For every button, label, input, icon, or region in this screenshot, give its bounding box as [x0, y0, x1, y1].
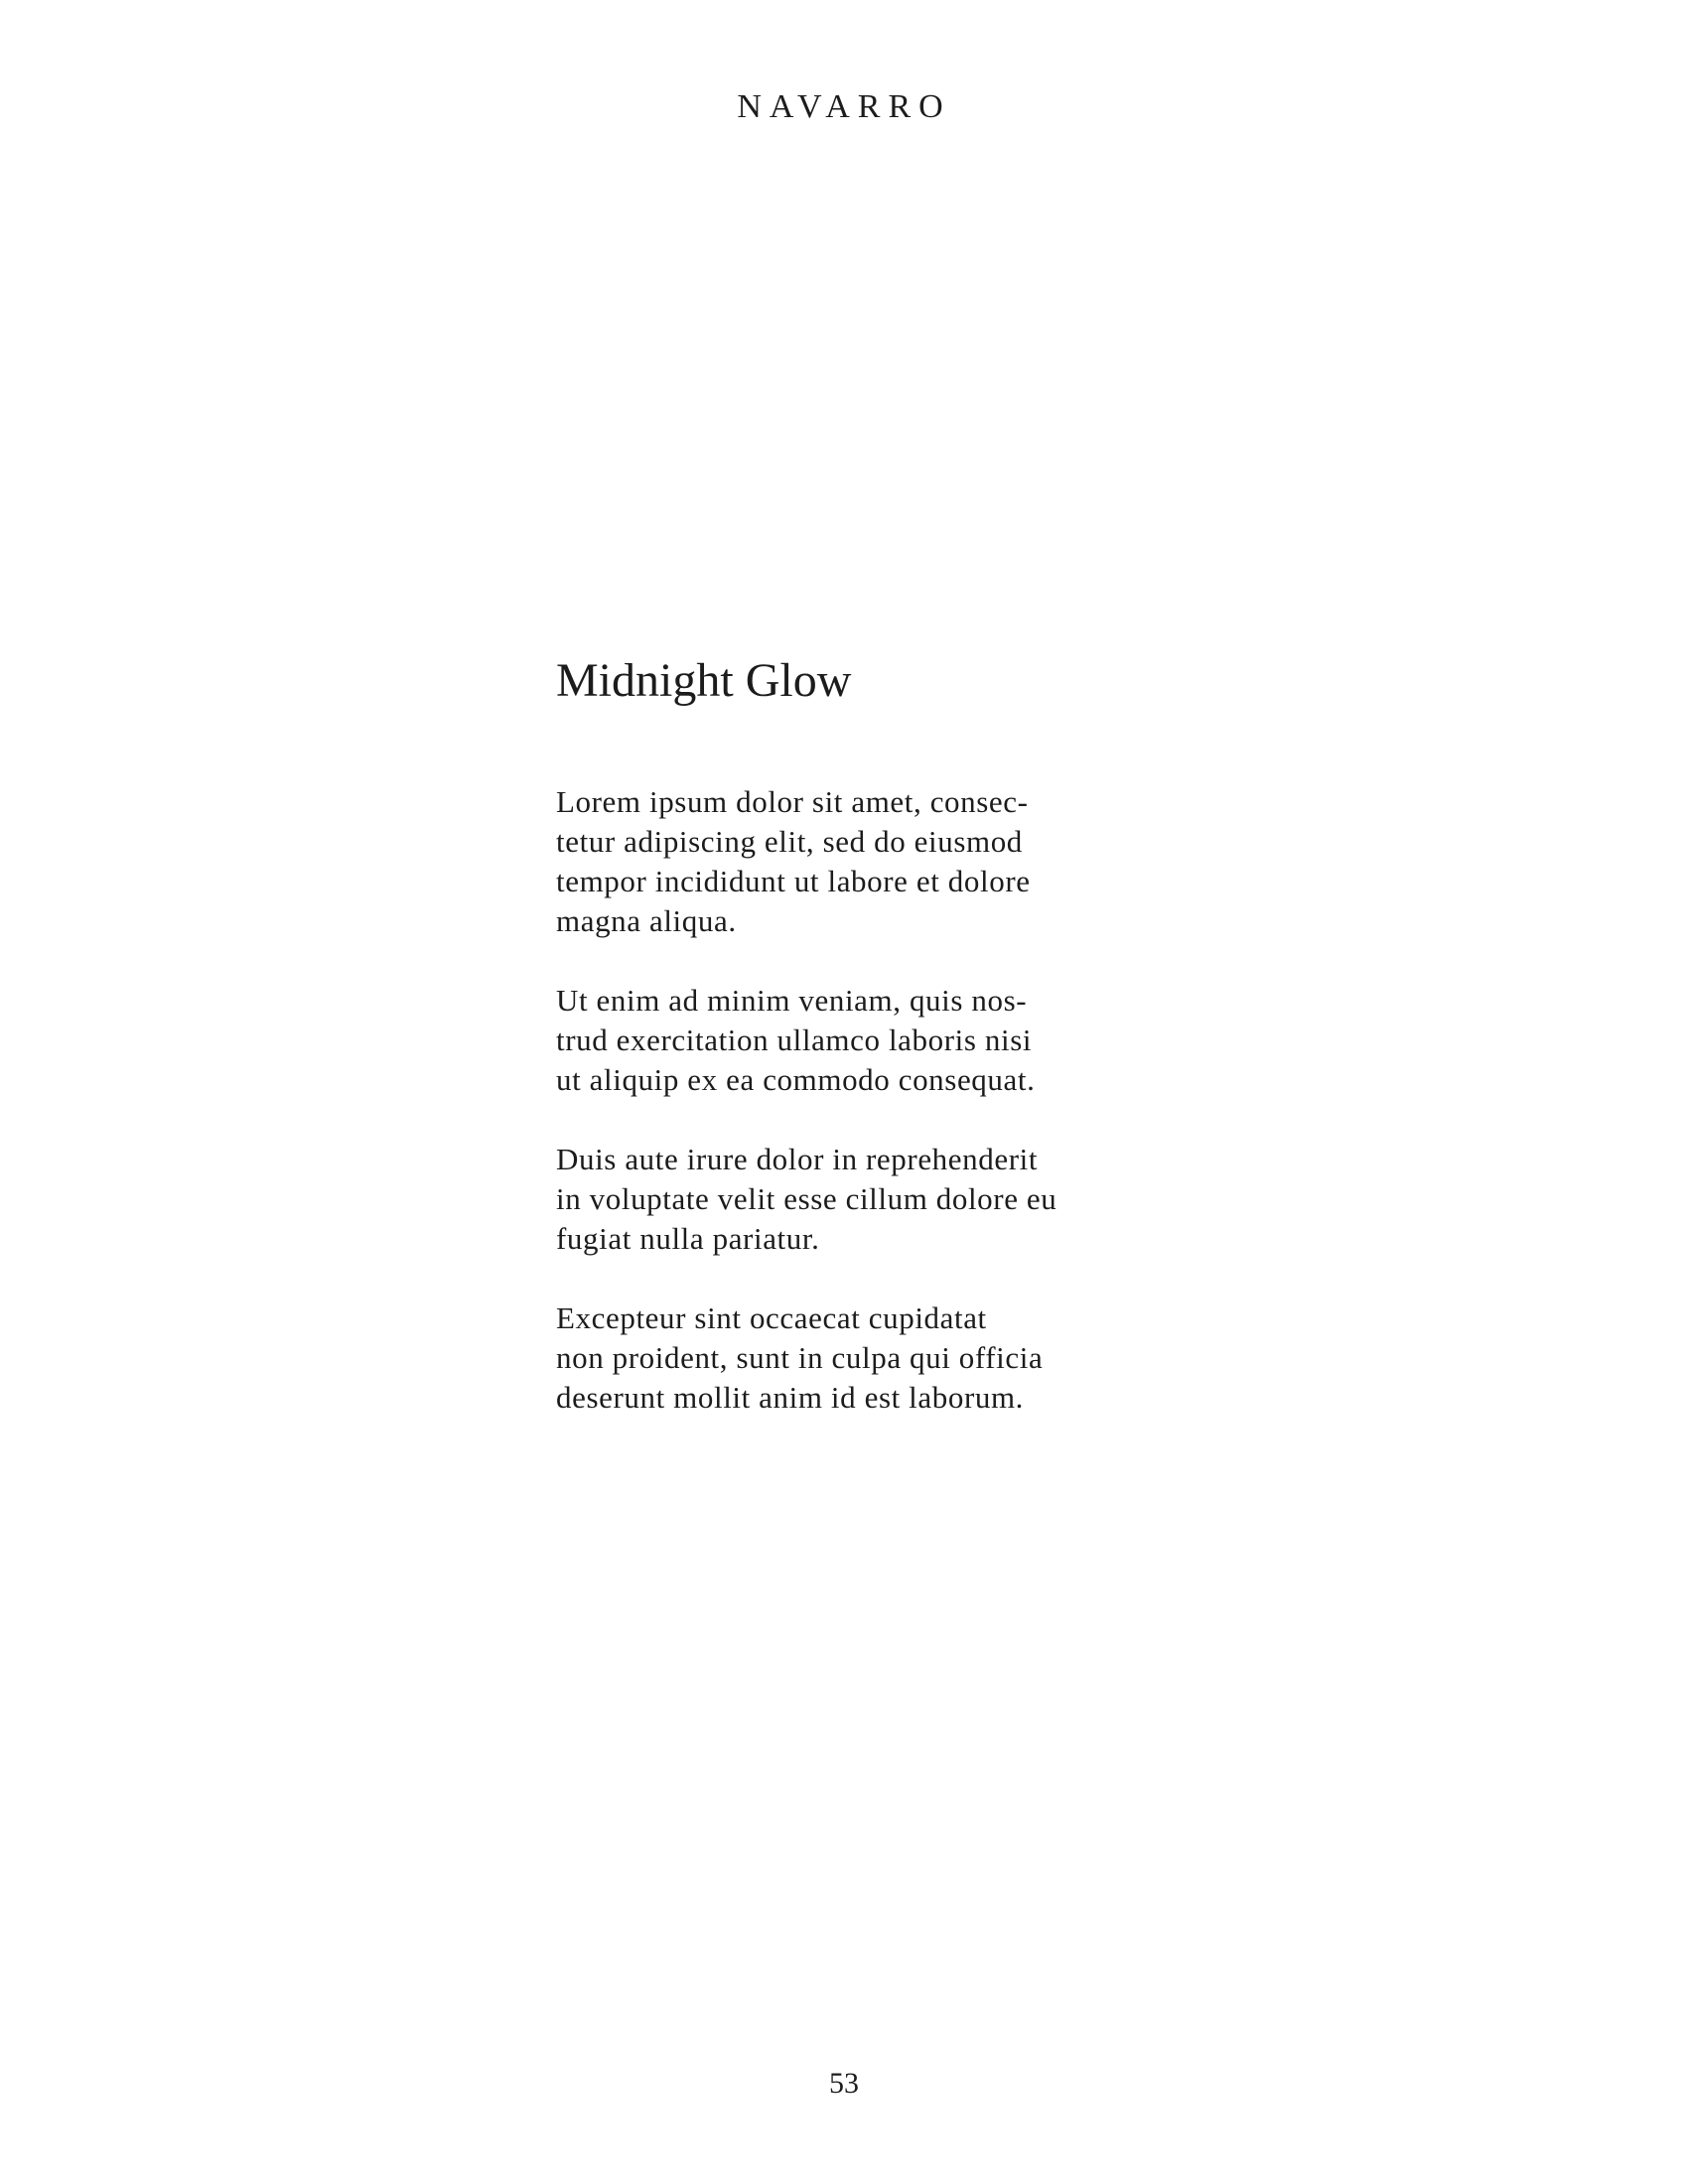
chapter-body	[556, 782, 1152, 1457]
running-head: NAVARRO	[737, 88, 951, 125]
paragraph-line: fugiat nulla pariatur.	[556, 1221, 820, 1256]
paragraph-line: in voluptate velit esse cillum dolore eu	[556, 1181, 1057, 1216]
paragraph-line: non proident, sunt in culpa qui officia	[556, 1340, 1044, 1375]
paragraph-3	[556, 1140, 1152, 1259]
paragraph-line: deserunt mollit anim id est laborum.	[556, 1380, 1025, 1415]
chapter-title: Midnight Glow	[556, 654, 852, 707]
paragraph-line: Duis aute irure dolor in reprehenderit	[556, 1142, 1039, 1176]
paragraph-line: trud exercitation ullamco laboris nisi	[556, 1023, 1033, 1057]
paragraph-line: tetur adipiscing elit, sed do eiusmod	[556, 824, 1023, 859]
paragraph-line: Ut enim ad minim veniam, quis nos-	[556, 983, 1028, 1018]
paragraph-line: Excepteur sint occaecat cupidatat	[556, 1300, 987, 1335]
page-number: 53	[829, 2067, 859, 2100]
paragraph-line: magna aliqua.	[556, 903, 737, 938]
paragraph-4	[556, 1298, 1152, 1418]
paragraph-line: Lorem ipsum dolor sit amet, consec-	[556, 784, 1029, 819]
paragraph-1	[556, 782, 1152, 941]
paragraph-line: tempor incididunt ut labore et dolore	[556, 864, 1031, 898]
paragraph-line: ut aliquip ex ea commodo consequat.	[556, 1062, 1036, 1097]
paragraph-2	[556, 981, 1152, 1100]
